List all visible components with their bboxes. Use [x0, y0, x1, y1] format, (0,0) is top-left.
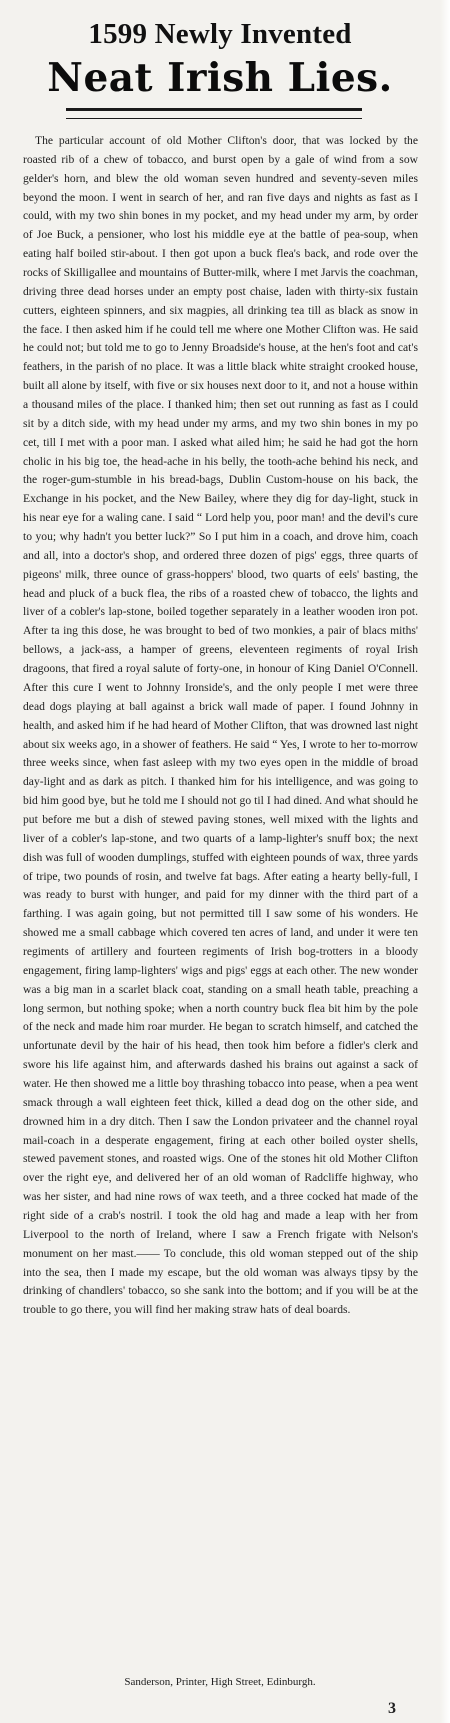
title-line-2: Neat Irish Lies. [47, 55, 393, 101]
title-divider-rule [66, 108, 362, 119]
page-edge [440, 0, 450, 1723]
body-paragraph: The particular account of old Mother Clifton's door, that was locked by the roasted rib of a chew of tobacco, and burst open by a gale of wind from a sow gelder's horn, and blew the old woman seven hundred and seventy-seven miles beyond the moon. I went in search of her, and ran five days and nights as fast as I could, with my two shin bones in my pocket, and my head under my arm, by order of Joe Buck, a pensioner, who lost his middle eye at the battle of pea-soup, when eating half boiled stir-about. I then got upon a buck flea's back, and rode over the rocks of Skilligallee and mountains of Butter-milk, where I met Jarvis the coachman, driving three dead horses under an empty post chaise, laden with thirty-six fustain cutters, eighteen spinners, and six magpies, all drinking tea till as black as snow in the face. I then asked him if he could tell me where one Mother Clifton was. He said he could not; but told me to go to Jenny Broadside's house, at the hen's foot and cat's feathers, in the parish of no place. It was a little black white straight crooked house, built all alone by itself, with five or six houses next door to it, and not a house within a thousand miles of the place. I thanked him; then set out running as fast as I could sit by a ditch side, with my head under my arms, and my two shin bones in my po cet, till I met with a poor man. I asked what ailed him; he said he had got the horn cholic in his big toe, the head-ache in his belly, the tooth-ache behind his neck, and the roger-gum-stumble in his bread-bags, Dublin Custom-house on his back, the Exchange in his pocket, and the New Bailey, where they dig for day-light, stuck in his near eye for a waling cane. I said “ Lord help you, poor man! and the devil's cure to you; why hadn't you better luck?” So I put him in a coach, and drove him, coach and all, into a doctor's shop, and ordered three dozen of pigs' eggs, three quarts of pigeons' milk, three ounce of grass-hoppers' blood, two quarts of eels' basting, the head and pluck of a buck flea, the ribs of a roasted chew of tobacco, the lights and liver of a cobler's lap-stone, boiled together separately in a leather wooden iron pot. After ta ing this dose, he was brought to bed of two monkies, a pair of blacs miths' bellows, a jack-ass, a hamper of greens, eleventeen regiments of royal Irish dragoons, that fired a royal salute of forty-one, in honour of King Daniel O'Connell. After this cure I went to Johnny Ironside's, and the only people I met were three dead dogs playing at ball against a brick wall made of paper. I found Johnny in health, and asked him if he had heard of Mother Clifton, that was drowned last night about six weeks ago, in a shower of feathers. He said “ Yes, I wrote to her to-morrow three weeks since, when fast asleep with my two eyes open in the middle of broad day-light and as dark as pitch. I thanked him for his intelligence, and was going to bid him good bye, but he told me I should not go til I had dined. And what should he put before me but a dish of stewed paving stones, well mixed with the lights and liver of a cobler's lap-stone, and two quarts of a lamp-lighter's snuff box; the next dish was full of wooden dumplings, stuffed with eighteen pounds of wax, three yards of tripe, two pounds of rosin, and twelve fat bags. After eating a hearty belly-full, I was ready to burst with hunger, and paid for my dinner with the third part of a farthing. I was again going, but not permitted till I saw some of his wonders. He showed me a small cabbage which covered ten acres of land, and under it were ten regiments of artillery and fourteen regiments of Irish bog-trotters in a bloody engagement, firing lamp-lighters' wigs and pigs' eggs at each other. The new wonder was a big man in a scarlet black coat, standing on a small heath table, preaching a long sermon, but nothing spoke; when a north country buck flea bit him by the pole of the neck and made him roar murder. He began to scratch himself, and catched the unfortunate devil by the hair of his head, then took him before a fidler's clerk and swore his life against him, and afterwards dashed his brains out against a sack of water. He then showed me a little boy thrashing tobacco into pease, when a pea went smack through a wall eighteen feet thick, killed a dead dog on the other side, and drowned him in a dry ditch. Then I saw the London privateer and the channel royal mail-coach in a desperate engagement, firing at each other boiled oyster shells, stewed pavement stones, and roasted wigs. One of the stones hit old Mother Clifton over the right eye, and delivered her of an old woman of Radcliffe highway, who was her sister, and had nine rows of wax teeth, and a three cocked hat made of the right side of a crab's nostril. I took the old hag and made a leap with her from Liverpool to the north of Ireland, where I saw a French frigate with Nelson's monument on her mast.—— To conclude, this old woman stepped out of the ship into the sea, then I made my escape, but the old woman was always tipsy by the drinking of chandlers' tobacco, so she sank into the bottom; and if you will be at the trouble to go there, you will find her making straw hats of deal boards. [23, 134, 418, 1317]
catchmark: 3 [388, 1700, 396, 1717]
title-line-1: 1599 Newly Invented [88, 18, 352, 50]
printer-imprint: Sanderson, Printer, High Street, Edinburgh. [124, 1676, 316, 1688]
